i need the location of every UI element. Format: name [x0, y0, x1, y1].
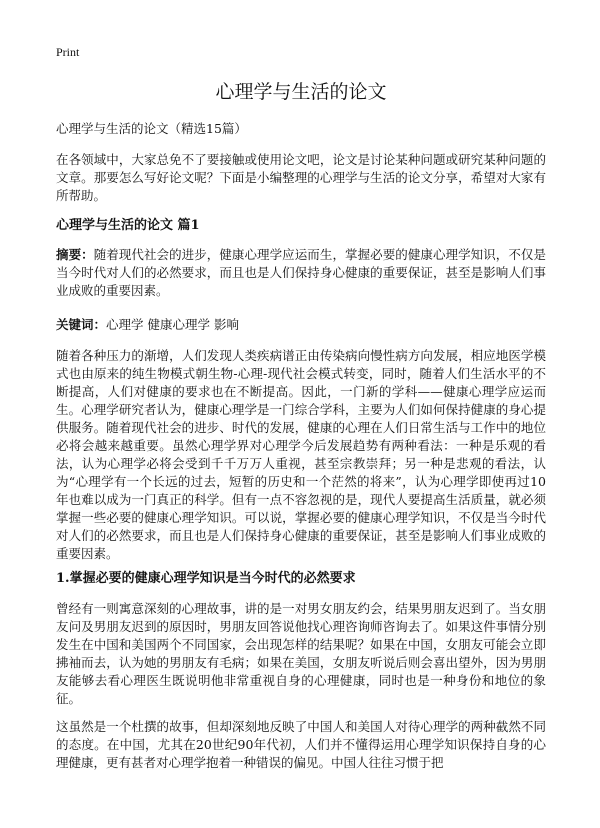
section-1-body — [56, 347, 546, 563]
body-text: 曾经有一则寓意深刻的心理故事，讲的是一对男女朋友约会，结果男朋友迟到了。当女朋友问及男朋友迟到的原因时，男朋友回答说他找心理咨询师咨询去了。如果这件事情分别发生在中国和美国两个不同国家，会出现怎样的结果呢？如果在中国，女朋友可能会立即拂袖而去，认为她的男朋友有毛病；如果在美国，女朋友听说后则会喜出望外，因为男朋友能够去看心理医生既说明他非常重视自身的心理健康，同时也是一种身份和地位的象征。 — [56, 601, 546, 706]
body-text: 这虽然是一个杜撰的故事，但却深刻地反映了中国人和美国人对待心理学的两种截然不同的态度。在中国，尤其在20世纪90年代初，人们并不懂得运用心理学知识保持自身的心理健康，更有甚者对心理学抱着一种错误的偏见。中国人往往习惯于把 — [56, 719, 546, 770]
page-title: 心理学与生活的论文 — [215, 81, 387, 103]
keywords-text: 心理学 健康心理学 影响 — [106, 317, 239, 332]
keywords-paragraph — [56, 316, 546, 334]
abstract-text: 随着现代社会的进步，健康心理学应运而生，掌握必要的健康心理学知识，不仅是当今时代对人们的必然要求，而且也是人们保持身心健康的重要保证，甚至是影响人们事业成败的重要因素。 — [56, 247, 546, 298]
abstract-paragraph — [56, 246, 546, 300]
intro-text: 在各领域中，大家总免不了要接触或使用论文吧，论文是讨论某种问题或研究某种问题的文章。那要怎么写好论文呢？下面是小编整理的心理学与生活的论文分享，希望对大家有所帮助。 — [56, 152, 546, 203]
intro-paragraph — [56, 151, 546, 205]
section-2-paragraph-1 — [56, 600, 546, 708]
keywords-label: 关键词： — [56, 317, 107, 332]
section-heading: 心理学与生活的论文 篇1 — [56, 218, 200, 233]
section-2-paragraph-2 — [56, 718, 546, 772]
body-text: 随着各种压力的渐增，人们发现人类疾病谱正由传染病向慢性病方向发展，相应地医学模式也由原来的纯生物模式朝生物-心理-现代社会模式转变，同时，随着人们生活水平的不断提高，人们对健康的要求也在不断提高。因此，一门新的学科——健康心理学应运而生。心理学研究者认为，健康心理学是一门综合学科，主要为人们如何保持健康的身心提供服务。随着现代社会的进步、时代的发展，健康的心理在人们日常生活与工作中的地位必将会越来越重要。虽然心理学界对心理学今后发展趋势有两种看法：一种是乐观的看法，认为心理学必将会受到千千万万人重视，甚至宗教崇拜；另一种是悲观的看法，认为“心理学有一个长远的过去，短暂的历史和一个茫然的将来”，认为心理学即使再过10年也难以成为一门真正的科学。但有一点不容忽视的是，现代人要提高生活质量，就必须掌握一些必要的健康心理学知识。可以说，掌握必要的健康心理学知识，不仅是当今时代对人们的必然要求，而且也是人们保持身心健康的重要保证，甚至是影响人们事业成败的重要因素。 — [56, 348, 546, 561]
section-2-heading — [56, 570, 546, 588]
document-subtitle: 心理学与生活的论文（精选15篇） — [56, 121, 247, 136]
subsection-heading: 1.掌握必要的健康心理学知识是当今时代的必然要求 — [56, 571, 356, 586]
section-1-heading — [56, 217, 546, 235]
print-link[interactable]: Print — [56, 45, 80, 59]
abstract-label: 摘要： — [56, 247, 94, 262]
